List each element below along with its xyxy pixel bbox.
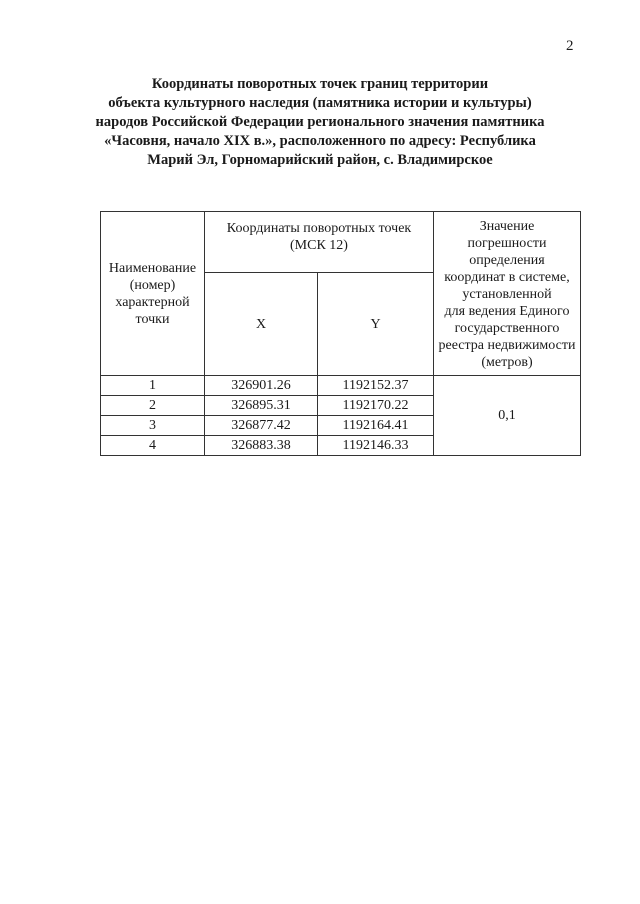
cell-x: 326877.42 [205, 416, 318, 436]
title-line: объекта культурного наследия (памятника истории и культуры) [108, 95, 532, 111]
header-text: Значение [479, 219, 535, 234]
cell-point-name: 3 [101, 416, 205, 436]
header-text: характерной [115, 294, 190, 310]
header-text: для ведения Единого [444, 304, 570, 319]
cell-x: 326901.26 [205, 376, 318, 396]
cell-x: 326895.31 [205, 396, 318, 416]
header-x: X [205, 273, 318, 376]
header-accuracy [434, 212, 581, 376]
cell-accuracy: 0,1 [434, 376, 581, 456]
header-text: Координаты поворотных точек [226, 221, 412, 236]
title-line: народов Российской Федерации регионального значения памятника [95, 114, 545, 130]
title-line: Координаты поворотных точек границ территории [151, 76, 489, 92]
header-text: реестра недвижимости [438, 338, 576, 353]
cell-y: 1192152.37 [318, 376, 434, 396]
header-y: Y [318, 273, 434, 376]
header-text: погрешности [467, 236, 547, 251]
coordinates-table [100, 211, 581, 456]
document-title [60, 75, 580, 170]
cell-point-name: 1 [101, 376, 205, 396]
header-point-name [101, 212, 205, 376]
header-text: (МСК 12) [290, 238, 348, 253]
header-text: определения [469, 253, 545, 268]
header-text: государственного [454, 321, 560, 336]
header-coordinates [205, 212, 434, 273]
cell-point-name: 2 [101, 396, 205, 416]
header-text: Наименование [108, 260, 197, 276]
cell-y: 1192146.33 [318, 436, 434, 456]
title-line: «Часовня, начало XIX в.», расположенного по адресу: Республика [104, 133, 536, 149]
header-text: (номер) [129, 277, 176, 293]
header-text: точки [135, 311, 170, 327]
title-line: Марий Эл, Горномарийский район, с. Владимирское [147, 152, 493, 168]
header-text: (метров) [481, 355, 533, 370]
header-text: координат в системе, [444, 270, 570, 285]
cell-x: 326883.38 [205, 436, 318, 456]
cell-y: 1192164.41 [318, 416, 434, 436]
table-row [101, 376, 581, 396]
cell-y: 1192170.22 [318, 396, 434, 416]
header-text: установленной [462, 287, 552, 302]
cell-point-name: 4 [101, 436, 205, 456]
page-number: 2 [566, 38, 574, 54]
